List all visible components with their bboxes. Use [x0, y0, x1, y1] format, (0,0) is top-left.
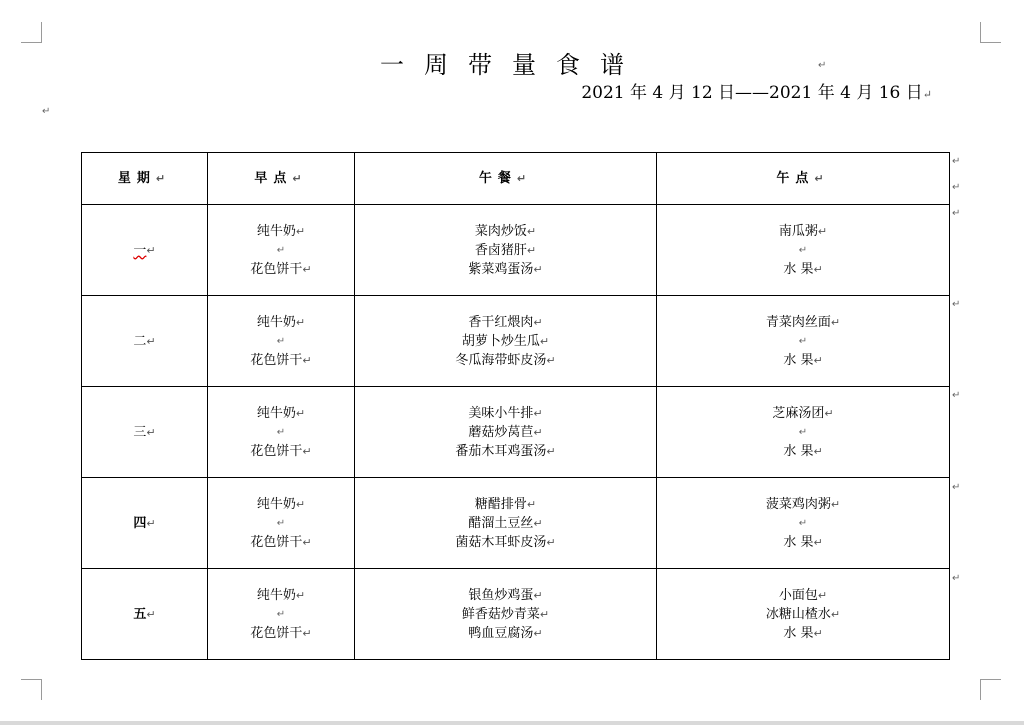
- snack-cell: [657, 296, 950, 387]
- paragraph-mark-icon: ↵: [818, 60, 827, 71]
- day-cell: [82, 205, 208, 296]
- crop-mark-bottom-right: [980, 679, 1001, 700]
- breakfast-cell: [208, 205, 355, 296]
- date-range: [581, 78, 932, 103]
- lunch-cell: [355, 478, 657, 569]
- paragraph-mark-icon: ↵: [922, 88, 932, 101]
- lunch-item: 紫菜鸡蛋汤: [468, 261, 534, 277]
- lunch-cell: [355, 296, 657, 387]
- lunch-item: 冬瓜海带虾皮汤: [455, 352, 547, 368]
- day-label: 二: [133, 333, 147, 349]
- table-header-row: [82, 153, 950, 205]
- day-cell: [82, 387, 208, 478]
- snack-item: 水 果: [783, 261, 814, 277]
- lunch-item: 胡萝卜炒生瓜: [461, 333, 540, 349]
- paragraph-mark-icon: ↵: [295, 406, 306, 420]
- paragraph-mark-icon: ↵: [295, 315, 306, 329]
- window-bottom-edge: [0, 721, 1024, 725]
- table-row: [82, 205, 950, 296]
- paragraph-mark-icon: ↵: [813, 353, 823, 367]
- paragraph-mark-icon: ↵: [952, 208, 961, 219]
- lunch-item: 美味小牛排: [468, 405, 534, 421]
- paragraph-mark-icon: ↵: [533, 588, 543, 602]
- paragraph-mark-icon: ↵: [146, 607, 156, 621]
- document-title: 一周带量食谱: [380, 51, 644, 79]
- paragraph-mark-icon: ↵: [798, 244, 808, 256]
- snack-cell: [657, 387, 950, 478]
- header-weekday-label: 星期: [117, 171, 156, 186]
- breakfast-item: 纯牛奶: [256, 496, 296, 512]
- crop-mark-top-right: [980, 22, 1001, 43]
- breakfast-item: 花色饼干: [250, 352, 303, 368]
- day-cell: [82, 478, 208, 569]
- paragraph-mark-icon: ↵: [952, 390, 961, 401]
- snack-item: 南瓜粥: [778, 223, 818, 239]
- table-row: [82, 387, 950, 478]
- paragraph-mark-icon: ↵: [276, 517, 286, 529]
- crop-mark-bottom-left: [21, 679, 42, 700]
- paragraph-mark-icon: ↵: [830, 607, 841, 621]
- paragraph-mark-icon: ↵: [813, 262, 823, 276]
- day-cell: [82, 569, 208, 660]
- paragraph-mark-icon: ↵: [526, 497, 537, 511]
- lunch-item: 醋溜土豆丝: [468, 515, 534, 531]
- snack-cell: [657, 205, 950, 296]
- breakfast-cell: [208, 569, 355, 660]
- snack-item: 青菜肉丝面: [765, 314, 831, 330]
- paragraph-mark-icon: ↵: [276, 244, 286, 256]
- snack-cell: [657, 478, 950, 569]
- lunch-item: 蘑菇炒莴苣: [468, 424, 534, 440]
- paragraph-mark-icon: ↵: [276, 608, 286, 620]
- paragraph-mark-icon: ↵: [546, 353, 556, 367]
- lunch-item: 鲜香菇炒青菜: [461, 606, 540, 622]
- paragraph-mark-icon: ↵: [813, 535, 823, 549]
- paragraph-mark-icon: ↵: [830, 497, 841, 511]
- paragraph-mark-icon: ↵: [830, 315, 841, 329]
- paragraph-mark-icon: ↵: [526, 224, 537, 238]
- paragraph-mark-icon: ↵: [302, 626, 312, 640]
- breakfast-cell: [208, 478, 355, 569]
- paragraph-mark-icon: ↵: [146, 243, 156, 257]
- day-label: 三: [133, 424, 147, 440]
- snack-item: 小面包: [778, 587, 818, 603]
- lunch-item: 银鱼炒鸡蛋: [468, 587, 534, 603]
- paragraph-mark-icon: ↵: [526, 243, 537, 257]
- paragraph-mark-icon: ↵: [533, 425, 543, 439]
- breakfast-item: 纯牛奶: [256, 223, 296, 239]
- paragraph-mark-icon: ↵: [798, 517, 808, 529]
- paragraph-mark-icon: ↵: [533, 315, 543, 329]
- snack-item: 水 果: [783, 534, 814, 550]
- snack-item: 水 果: [783, 443, 814, 459]
- breakfast-item: 纯牛奶: [256, 587, 296, 603]
- snack-cell: [657, 569, 950, 660]
- paragraph-mark-icon: ↵: [539, 607, 550, 621]
- paragraph-mark-icon: ↵: [533, 406, 543, 420]
- day-label: 五: [133, 606, 147, 622]
- paragraph-mark-icon: ↵: [952, 182, 961, 193]
- header-lunch-label: 午餐: [478, 171, 517, 186]
- lunch-cell: [355, 569, 657, 660]
- day-label: 一: [133, 242, 147, 258]
- paragraph-mark-icon: ↵: [952, 573, 961, 584]
- paragraph-mark-icon: ↵: [302, 444, 312, 458]
- paragraph-mark-icon: ↵: [814, 172, 830, 185]
- paragraph-mark-icon: ↵: [302, 353, 312, 367]
- breakfast-item: 花色饼干: [250, 534, 303, 550]
- paragraph-mark-icon: ↵: [817, 588, 828, 602]
- header-snack: [657, 153, 950, 205]
- paragraph-mark-icon: ↵: [952, 482, 961, 493]
- paragraph-mark-icon: ↵: [546, 535, 556, 549]
- paragraph-mark-icon: ↵: [546, 444, 556, 458]
- paragraph-mark-icon: ↵: [295, 224, 306, 238]
- snack-item: 水 果: [783, 625, 814, 641]
- header-weekday: [82, 153, 208, 205]
- paragraph-mark-icon: ↵: [302, 535, 312, 549]
- paragraph-mark-icon: ↵: [533, 262, 543, 276]
- table-row: [82, 296, 950, 387]
- snack-item: 水 果: [783, 352, 814, 368]
- table-row: [82, 478, 950, 569]
- paragraph-mark-icon: ↵: [42, 106, 51, 117]
- paragraph-mark-icon: ↵: [539, 334, 550, 348]
- paragraph-mark-icon: ↵: [295, 588, 306, 602]
- snack-item: 菠菜鸡肉粥: [765, 496, 831, 512]
- paragraph-mark-icon: ↵: [276, 426, 286, 438]
- lunch-item: 香干红煨肉: [468, 314, 534, 330]
- paragraph-mark-icon: ↵: [295, 497, 306, 511]
- paragraph-mark-icon: ↵: [516, 172, 533, 185]
- breakfast-item: 花色饼干: [250, 443, 303, 459]
- paragraph-mark-icon: ↵: [155, 172, 172, 185]
- paragraph-mark-icon: ↵: [798, 335, 808, 347]
- paragraph-mark-icon: ↵: [798, 426, 808, 438]
- snack-item: 芝麻汤团: [772, 405, 825, 421]
- header-breakfast: [208, 153, 355, 205]
- header-breakfast-label: 早点: [254, 171, 293, 186]
- lunch-item: 香卤猪肝: [474, 242, 527, 258]
- paragraph-mark-icon: ↵: [292, 172, 308, 185]
- day-label: 四: [133, 515, 147, 531]
- paragraph-mark-icon: ↵: [276, 335, 286, 347]
- crop-mark-top-left: [21, 22, 42, 43]
- breakfast-cell: [208, 296, 355, 387]
- paragraph-mark-icon: ↵: [146, 425, 156, 439]
- day-cell: [82, 296, 208, 387]
- lunch-item: 菜肉炒饭: [474, 223, 527, 239]
- paragraph-mark-icon: ↵: [146, 516, 156, 530]
- lunch-item: 鸭血豆腐汤: [468, 625, 534, 641]
- breakfast-item: 纯牛奶: [256, 314, 296, 330]
- lunch-item: 菌菇木耳虾皮汤: [455, 534, 547, 550]
- lunch-cell: [355, 387, 657, 478]
- snack-item: 冰糖山楂水: [765, 606, 831, 622]
- paragraph-mark-icon: ↵: [813, 444, 823, 458]
- paragraph-mark-icon: ↵: [824, 406, 834, 420]
- paragraph-mark-icon: ↵: [952, 156, 961, 167]
- menu-table: [81, 152, 950, 660]
- breakfast-cell: [208, 387, 355, 478]
- paragraph-mark-icon: ↵: [146, 334, 156, 348]
- date-range-text: 2021 年 4 月 12 日——2021 年 4 月 16 日: [581, 83, 923, 103]
- paragraph-mark-icon: ↵: [533, 626, 543, 640]
- paragraph-mark-icon: ↵: [817, 224, 828, 238]
- breakfast-item: 花色饼干: [250, 261, 303, 277]
- header-snack-label: 午点: [776, 171, 815, 186]
- lunch-item: 番茄木耳鸡蛋汤: [455, 443, 547, 459]
- lunch-cell: [355, 205, 657, 296]
- paragraph-mark-icon: ↵: [533, 516, 543, 530]
- breakfast-item: 纯牛奶: [256, 405, 296, 421]
- paragraph-mark-icon: ↵: [813, 626, 823, 640]
- lunch-item: 糖醋排骨: [474, 496, 527, 512]
- header-lunch: [355, 153, 657, 205]
- table-row: [82, 569, 950, 660]
- breakfast-item: 花色饼干: [250, 625, 303, 641]
- paragraph-mark-icon: ↵: [952, 299, 961, 310]
- paragraph-mark-icon: ↵: [302, 262, 312, 276]
